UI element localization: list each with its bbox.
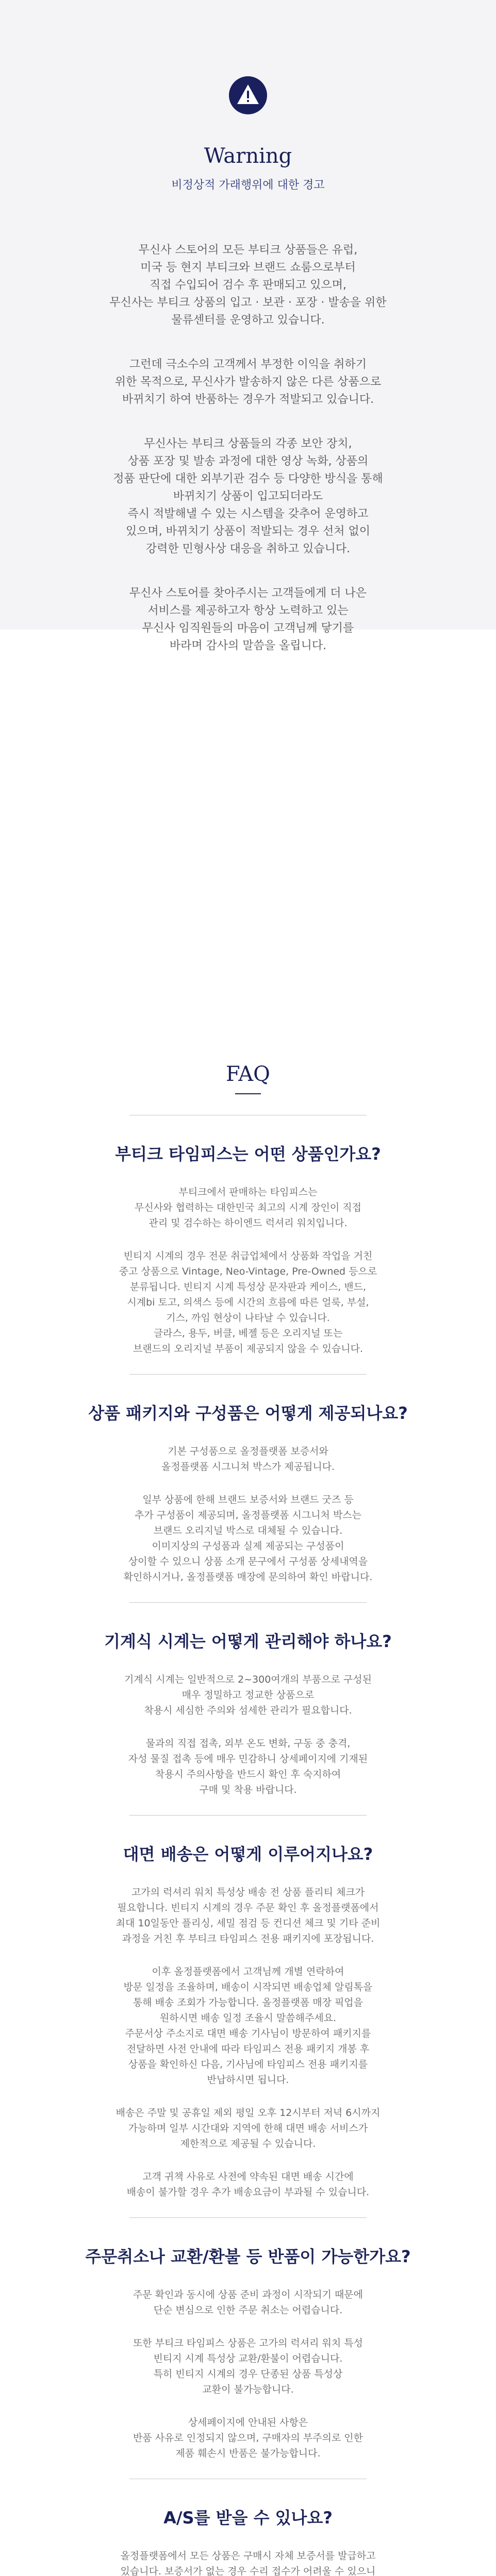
faq-answer-line: 기계식 시계는 일반적으로 2~300여개의 부품으로 구성된 — [124, 1674, 372, 1685]
faq-item — [0, 1815, 496, 2200]
warning-text-line: 위한 목적으로, 무신사가 발송하지 않은 다른 상품으로 — [114, 376, 382, 388]
faq-answer-paragraph — [0, 1184, 496, 1231]
faq-answer-line: 추가 구성품이 제공되며, 올정플랫폼 시그니처 박스는 — [134, 1510, 362, 1521]
warning-text-line: 바뀌치기 하여 반품하는 경우가 적발되고 있습니다. — [122, 393, 374, 406]
faq-item — [0, 1374, 496, 1585]
faq-answer-paragraph — [0, 1885, 496, 1946]
faq-question: A/S를 받을 수 있나요? — [163, 2508, 333, 2528]
warning-subtitle: 비정상적 가래행위에 대한 경고 — [171, 179, 325, 192]
faq-answer-line: 일부 상품에 한해 브랜드 보증서와 브랜드 굿즈 등 — [142, 1494, 354, 1505]
faq-divider — [129, 2217, 367, 2218]
faq-answer-line: 가능하며 일부 시간대와 지역에 한해 대면 배송 서비스가 — [128, 2123, 368, 2134]
faq-answer-line: 있습니다. 보증서가 없는 경우 수리 접수가 어려울 수 있으니 — [120, 2566, 376, 2576]
faq-answer-line: 또한 부티크 타임피스 상품은 고가의 럭셔리 워치 특성 — [133, 2337, 363, 2349]
faq-answer-line: 특히 빈티지 시계의 경우 단종된 상품 특성상 — [153, 2368, 343, 2380]
faq-answer-line: 전달하면 사전 안내에 따라 타임피스 전용 패키지 개봉 후 — [126, 2043, 370, 2055]
faq-answer-line: 관리 및 검수하는 하이엔드 럭셔리 워치입니다. — [148, 1217, 348, 1229]
faq-answer-line: 교환이 불가능합니다. — [202, 2384, 294, 2395]
warning-text-line: 직접 수입되어 검수 후 판매되고 있으며, — [150, 279, 346, 292]
faq-answer-line: 반납하시면 됩니다. — [207, 2074, 289, 2086]
warning-paragraph — [0, 435, 496, 558]
faq-answer-line: 이후 올정플랫폼에서 고객님께 개별 연락하여 — [152, 1966, 344, 1977]
warning-title: Warning — [204, 144, 292, 168]
faq-question: 상품 패키지와 구성품은 어떻게 제공되나요? — [88, 1403, 408, 1423]
warning-body — [0, 242, 496, 655]
faq-answer-line: 최대 10일동안 플리싱, 세밀 점검 등 컨디션 체크 및 기타 준비 — [115, 1918, 381, 1929]
faq-answer-line: 반품 사유로 인정되지 않으며, 구매자의 부주의로 인한 — [133, 2432, 363, 2444]
faq-answer-line: 매우 정밀하고 정교한 상품으로 — [181, 1689, 315, 1701]
faq-answer-line: 무신사와 협력하는 대한민국 최고의 시계 장인이 직접 — [134, 1202, 362, 1213]
faq-divider — [129, 1602, 367, 1603]
warning-text-line: 무신사는 부티크 상품의 입고 · 보관 · 포장 · 발송을 위한 — [109, 296, 387, 309]
faq-answer-line: 착용시 세심한 주의와 섬세한 관리가 필요합니다. — [144, 1705, 352, 1716]
faq-answer-line: 방문 일정을 조율하며, 배송이 시작되면 배송업체 알림톡을 — [123, 1981, 373, 1993]
faq-answer-line: 올정플랫폼 시그니쳐 박스가 제공됩니다. — [161, 1461, 335, 1472]
faq-divider — [129, 1374, 367, 1375]
warning-text-line: 무신사 스토어를 찾아주시는 고객들에게 더 나은 — [129, 587, 367, 600]
faq-answer-line: 올정플랫폼에서 모든 상품은 구매시 자체 보증서를 발급하고 — [120, 2550, 376, 2562]
warning-section — [0, 0, 496, 652]
faq-answer-line: 기스, 까임 현상이 나타날 수 있습니다. — [166, 1312, 330, 1324]
faq-answer-line: 자성 물질 접촉 등에 매우 민감하니 상세페이지에 기재된 — [128, 1753, 368, 1765]
warning-text-line: 미국 등 현지 부티크와 브랜드 쇼룸으로부터 — [140, 261, 356, 274]
faq-answer-line: 시계bi 토고, 의색스 등에 시간의 흐름에 따른 얼룩, 부설, — [127, 1297, 369, 1308]
faq-answer-line: 중고 상품으로 Vintage, Neo-Vintage, Pre-Owned 등으로 — [119, 1266, 377, 1277]
warning-text-line: 강력한 민형사상 대응을 취하고 있습니다. — [145, 543, 351, 555]
faq-answer-paragraph — [0, 1964, 496, 2088]
faq-answer-line: 원하시면 배송 일정 조율시 말씀해주세요. — [159, 2012, 337, 2024]
faq-section — [0, 630, 496, 2576]
faq-title-underline — [235, 1093, 261, 1094]
faq-answer-paragraph — [0, 1444, 496, 1475]
faq-answer-line: 확인하시거나, 올정플랫폼 매장에 문의하여 확인 바랍니다. — [123, 1571, 373, 1583]
faq-answer-line: 글라스, 용두, 버클, 베젤 등은 오리지널 또는 — [153, 1328, 343, 1339]
faq-answer-line: 브랜드 오리지널 박스로 대체될 수 있습니다. — [153, 1525, 343, 1536]
warning-text-line: 무신사는 부티크 상품들의 각종 보안 장치, — [144, 437, 352, 450]
faq-answer-paragraph — [0, 2105, 496, 2151]
faq-answer-line: 구매 및 착용 바랍니다. — [199, 1784, 297, 1795]
faq-answer-paragraph — [0, 1672, 496, 1718]
faq-question: 기계식 시계는 어떻게 관리해야 하나요? — [104, 1632, 392, 1651]
faq-divider — [129, 1815, 367, 1816]
faq-answer-line: 착용시 주의사항을 반드시 확인 후 숙지하여 — [155, 1769, 341, 1780]
warning-text-line: 즉시 적발해낼 수 있는 시스템을 갖추어 운영하고 — [127, 507, 369, 520]
faq-answer-paragraph — [0, 2169, 496, 2200]
warning-text-line: 바뀌치기 상품이 입고되더라도 — [173, 490, 323, 503]
warning-text-line: 상품 포장 및 발송 과정에 대한 영상 녹화, 상품의 — [127, 455, 369, 468]
faq-item — [0, 2217, 496, 2461]
warning-text-line: 있으며, 바뀌치기 상품이 적발되는 경우 선처 없이 — [126, 525, 370, 538]
faq-answer-line: 주문 확인과 동시에 상품 준비 과정이 시작되기 때문에 — [133, 2289, 363, 2300]
faq-answer-line: 부티크에서 판매하는 타임피스는 — [178, 1187, 318, 1198]
faq-question: 대면 배송은 어떻게 이루어지나요? — [123, 1844, 373, 1864]
faq-answer-line: 주문서상 주소지로 대면 배송 기사님이 방문하여 패키지를 — [125, 2028, 371, 2039]
faq-answer-line: 필요합니다. 빈티지 시계의 경우 주문 확인 후 올정플랫폼에서 — [117, 1902, 379, 1913]
faq-answer-paragraph — [0, 1492, 496, 1585]
faq-answer-line: 상이할 수 있으니 상품 소개 문구에서 구성품 상세내역을 — [128, 1556, 368, 1567]
faq-answer-line: 단순 변심으로 인한 주문 취소는 어렵습니다. — [153, 2304, 343, 2316]
faq-question: 주문취소나 교환/환불 등 반품이 가능한가요? — [85, 2247, 411, 2266]
faq-answer-line: 제품 훼손시 반품은 불가능합니다. — [175, 2448, 321, 2459]
faq-answer-paragraph — [0, 2335, 496, 2397]
warning-text-line: 바라며 감사의 말씀을 올립니다. — [169, 639, 327, 652]
faq-answer-line: 상품을 확인하신 다음, 기사님에 타임피스 전용 패키지를 — [128, 2059, 368, 2070]
faq-answer-line: 제한적으로 제공될 수 있습니다. — [180, 2138, 316, 2149]
faq-answer-line: 상세페이지에 안내된 사항은 — [188, 2417, 308, 2428]
faq-answer-paragraph — [0, 2548, 496, 2576]
faq-answer-line: 배송이 불가할 경우 추가 배송요금이 부과될 수 있습니다. — [126, 2187, 370, 2198]
faq-answer-line: 고가의 럭셔리 워치 특성상 배송 전 상품 플리티 체크가 — [131, 1887, 365, 1898]
faq-answer-paragraph — [0, 2287, 496, 2318]
faq-title: FAQ — [226, 1062, 270, 1086]
faq-answer-line: 빈티지 시계 특성상 교환/환불이 어렵습니다. — [153, 2353, 343, 2364]
warning-paragraph — [0, 356, 496, 409]
warning-text-line: 정품 판단에 대한 외부기관 검수 등 다양한 방식을 통해 — [113, 472, 383, 485]
faq-answer-paragraph — [0, 1248, 496, 1357]
faq-answer-line: 물과의 직접 접촉, 외부 온도 변화, 구동 중 충격, — [145, 1738, 351, 1749]
warning-text-line: 물류센터를 운영하고 있습니다. — [171, 314, 325, 327]
faq-answer-line: 통해 배송 조회가 가능합니다. 올정플랫폼 매장 픽업을 — [133, 1997, 363, 2008]
faq-answer-line: 빈티지 시계의 경우 전문 취급업체에서 상품화 작업을 거친 — [123, 1250, 373, 1262]
faq-list — [0, 1115, 496, 2576]
exclamation-triangle-icon — [229, 76, 267, 114]
faq-answer-line: 분류됩니다. 빈티지 시계 특성상 문자판과 케이스, 밴드, — [129, 1281, 367, 1293]
faq-question: 부티크 타임피스는 어떤 상품인가요? — [115, 1144, 381, 1164]
warning-text-line: 무신사 임직원들의 마음이 고객님께 닿기를 — [142, 622, 354, 635]
warning-text-line: 그런데 극소수의 고객께서 부정한 이익을 취하기 — [129, 358, 367, 371]
faq-answer-line: 고객 귀책 사유로 사전에 약속된 대면 배송 시간에 — [142, 2171, 354, 2182]
faq-answer-line: 브랜드의 오리지널 부품이 제공되지 않을 수 있습니다. — [133, 1343, 363, 1354]
warning-paragraph — [0, 242, 496, 329]
faq-item — [0, 1115, 496, 1357]
faq-answer-line: 배송은 주말 및 공휴일 제외 평일 오후 12시부터 저녁 6시까지 — [115, 2107, 381, 2119]
faq-answer-line: 이미지상의 구성품과 실제 제공되는 구성품이 — [152, 1540, 344, 1552]
faq-item — [0, 2479, 496, 2576]
faq-item — [0, 1602, 496, 1798]
faq-answer-line: 기본 구성품으로 올정플랫폼 보증서와 — [168, 1446, 328, 1457]
faq-answer-paragraph — [0, 1736, 496, 1798]
faq-answer-line: 과정을 거친 후 부티크 타임피스 전용 패키지에 포장됩니다. — [122, 1933, 374, 1944]
warning-text-line: 서비스를 제공하고자 항상 노력하고 있는 — [147, 604, 349, 617]
faq-answer-paragraph — [0, 2415, 496, 2461]
warning-text-line: 무신사 스토어의 모든 부티크 상품들은 유럽, — [138, 244, 358, 257]
